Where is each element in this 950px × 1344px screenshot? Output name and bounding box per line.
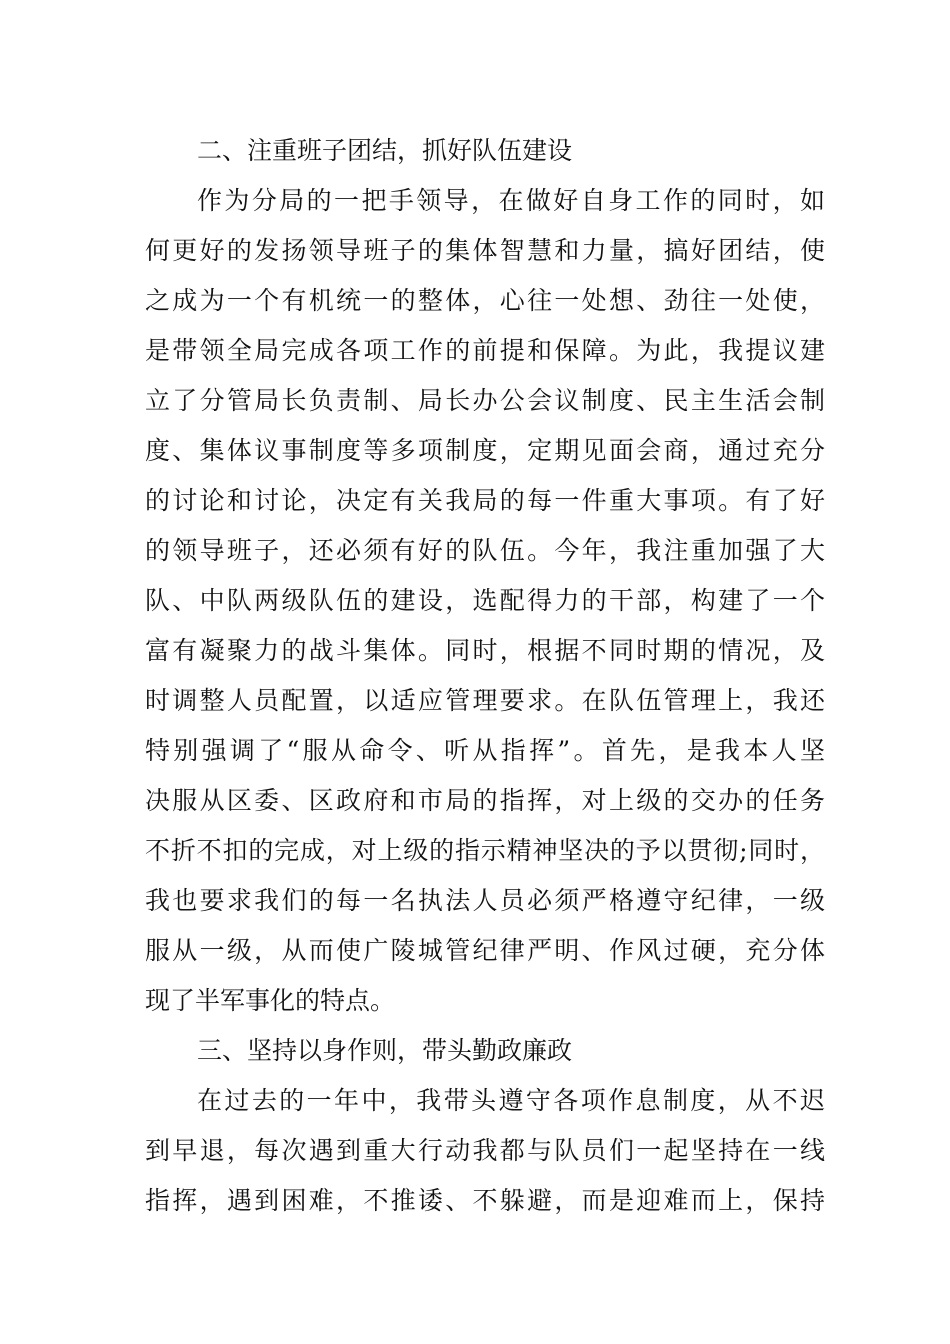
paragraph-line: 何更好的发扬领导班子的集体智慧和力量，搞好团结，使 bbox=[145, 236, 825, 265]
section-heading-2: 二、注重班子团结，抓好队伍建设 bbox=[197, 136, 573, 165]
paragraph-line: 在过去的一年中，我带头遵守各项作息制度，从不迟 bbox=[197, 1086, 825, 1115]
paragraph-line: 之成为一个有机统一的整体，心往一处想、劲往一处使， bbox=[145, 286, 825, 315]
paragraph-line: 我也要求我们的每一名执法人员必须严格遵守纪律，一级 bbox=[145, 886, 825, 915]
paragraph-line: 的讨论和讨论，决定有关我局的每一件重大事项。有了好 bbox=[145, 486, 825, 515]
paragraph-line: 的领导班子，还必须有好的队伍。今年，我注重加强了大 bbox=[145, 536, 825, 565]
paragraph-line: 决服从区委、区政府和市局的指挥，对上级的交办的任务 bbox=[145, 786, 825, 815]
paragraph-line: 是带领全局完成各项工作的前提和保障。为此，我提议建 bbox=[145, 336, 825, 365]
paragraph-line: 服从一级，从而使广陵城管纪律严明、作风过硬，充分体 bbox=[145, 936, 825, 965]
paragraph-line: 作为分局的一把手领导，在做好自身工作的同时，如 bbox=[197, 186, 825, 215]
paragraph-line: 不折不扣的完成，对上级的指示精神坚决的予以贯彻;同时， bbox=[145, 836, 825, 865]
section-heading-3: 三、坚持以身作则，带头勤政廉政 bbox=[197, 1036, 573, 1065]
paragraph-line: 指挥，遇到困难，不推诿、不躲避，而是迎难而上，保持 bbox=[145, 1186, 825, 1215]
paragraph-line: 时调整人员配置，以适应管理要求。在队伍管理上，我还 bbox=[145, 686, 825, 715]
paragraph-line: 到早退，每次遇到重大行动我都与队员们一起坚持在一线 bbox=[145, 1136, 825, 1165]
paragraph-line: 度、集体议事制度等多项制度，定期见面会商，通过充分 bbox=[145, 436, 825, 465]
paragraph-line: 队、中队两级队伍的建设，选配得力的干部，构建了一个 bbox=[145, 586, 825, 615]
paragraph-line: 富有凝聚力的战斗集体。同时，根据不同时期的情况，及 bbox=[145, 636, 825, 665]
paragraph-line: 立了分管局长负责制、局长办公会议制度、民主生活会制 bbox=[145, 386, 825, 415]
paragraph-line: 现了半军事化的特点。 bbox=[145, 986, 396, 1015]
paragraph-line: 特别强调了“服从命令、听从指挥”。首先，是我本人坚 bbox=[145, 736, 825, 765]
document-body bbox=[145, 126, 825, 1226]
